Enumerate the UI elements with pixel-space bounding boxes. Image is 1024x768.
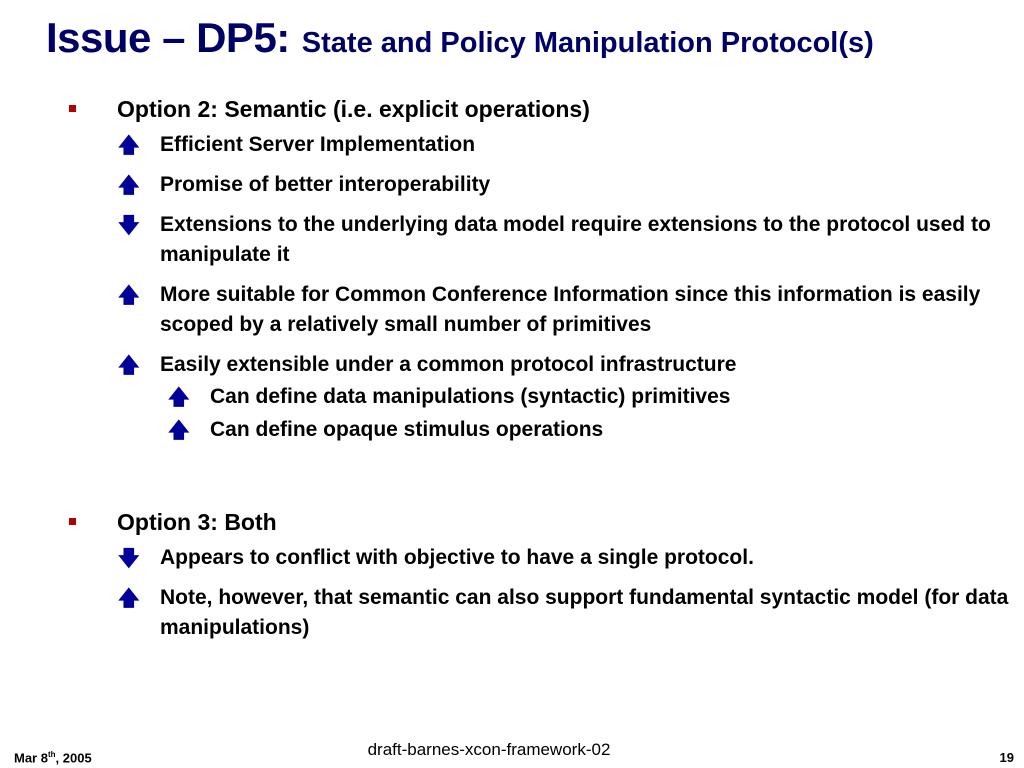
up-arrow-icon: 🡅 xyxy=(118,283,140,307)
footer-date: Mar 8th, 2005 xyxy=(14,750,92,766)
square-bullet-icon xyxy=(69,518,76,525)
section-heading xyxy=(0,507,1024,543)
title-subtitle: State and Policy Manipulation Protocol(s) xyxy=(301,27,874,59)
up-arrow-icon: 🡅 xyxy=(118,586,140,610)
list-item-text: Promise of better interoperability xyxy=(160,173,491,196)
sub-list-item xyxy=(0,382,1024,412)
section-option-2 xyxy=(0,94,1024,448)
up-arrow-icon: 🡅 xyxy=(118,353,140,377)
square-bullet-icon xyxy=(69,105,76,112)
list-item-text: More suitable for Common Conference Information since this information is easily scoped by a relatively small number of primitives xyxy=(160,283,981,336)
up-arrow-icon: 🡅 xyxy=(118,133,140,157)
list-item xyxy=(0,543,1024,573)
list-item-text: Extensions to the underlying data model require extensions to the protocol used to manipulate it xyxy=(160,213,991,266)
list-item xyxy=(0,280,1024,340)
list-item-text: Efficient Server Implementation xyxy=(160,133,476,156)
list-item xyxy=(0,130,1024,160)
list-item-text: Easily extensible under a common protocol infrastructure xyxy=(160,353,737,376)
list-item-text: Appears to conflict with objective to have a single protocol. xyxy=(160,546,754,569)
slide-title xyxy=(46,14,874,62)
section-heading xyxy=(0,94,1024,130)
down-arrow-icon: 🡇 xyxy=(118,213,140,237)
sub-list-item xyxy=(0,415,1024,445)
page-number: 19 xyxy=(999,750,1014,765)
list-item xyxy=(0,583,1024,643)
list-item xyxy=(0,170,1024,200)
down-arrow-icon: 🡇 xyxy=(118,546,140,570)
up-arrow-icon: 🡅 xyxy=(168,385,190,409)
sub-list-item-text: Can define opaque stimulus operations xyxy=(210,418,604,441)
footer-draft-name: draft-barnes-xcon-framework-02 xyxy=(367,740,611,759)
section-option-3 xyxy=(0,507,1024,653)
list-item-text: Note, however, that semantic can also support fundamental syntactic model (for data manipulations) xyxy=(160,586,1009,639)
section-heading-text: Option 3: Both xyxy=(117,509,277,535)
title-main: Issue – DP5: xyxy=(46,14,290,61)
list-item xyxy=(0,350,1024,380)
up-arrow-icon: 🡅 xyxy=(168,418,190,442)
list-item xyxy=(0,210,1024,270)
sub-list-item-text: Can define data manipulations (syntactic) primitives xyxy=(210,385,731,408)
up-arrow-icon: 🡅 xyxy=(118,173,140,197)
section-heading-text: Option 2: Semantic (i.e. explicit operations) xyxy=(117,96,590,122)
